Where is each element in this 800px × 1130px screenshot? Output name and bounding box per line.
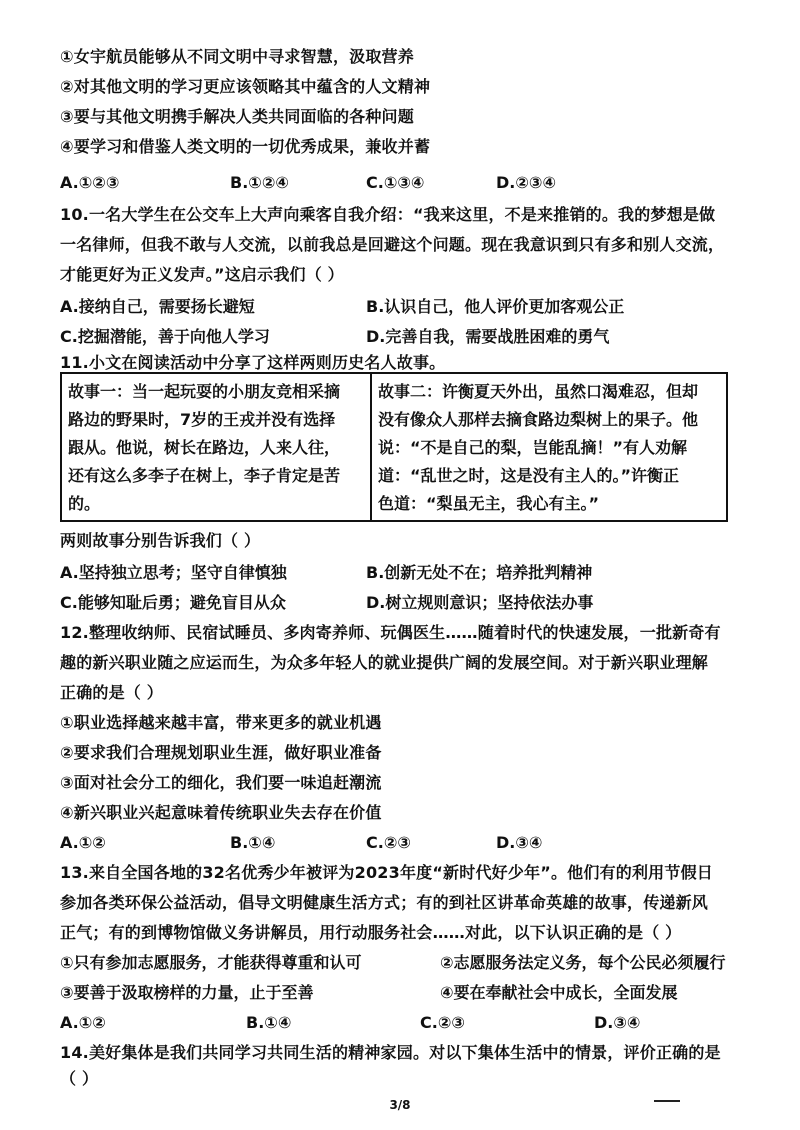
q13-stem-line-3: 正气；有的到博物馆做义务讲解员，用行动服务社会……对此，以下认识正确的是（ ） (60, 923, 682, 942)
story-one-line: 的。 (68, 494, 101, 513)
q9-item-1: ①女宇航员能够从不同文明中寻求智慧，汲取营养 (60, 47, 414, 66)
q13-item-2: ②志愿服务法定义务，每个公民必须履行 (440, 953, 726, 972)
footer-dash (654, 1100, 680, 1102)
q11-ask: 两则故事分别告诉我们（ ） (60, 531, 261, 550)
story-two-line: 色道：“梨虽无主，我心有主。” (378, 494, 600, 513)
q13-item-1: ①只有参加志愿服务，才能获得尊重和认可 (60, 953, 362, 972)
q12-stem-line-3: 正确的是（ ） (60, 683, 163, 702)
story-two-line: 道：“乱世之时，这是没有主人的。”许衡正 (378, 466, 680, 485)
story-two-cell (372, 374, 726, 520)
q12-stem-line-2: 趣的新兴职业随之应运而生，为众多年轻人的就业提供广阔的发展空间。对于新兴职业理解 (60, 653, 709, 672)
story-two-line: 没有像众人那样去摘食路边梨树上的果子。他 (378, 410, 699, 429)
q12-item-4: ④新兴职业兴起意味着传统职业失去存在价值 (60, 803, 382, 822)
q13-stem-line-2: 参加各类环保公益活动，倡导文明健康生活方式；有的到社区讲革命英雄的故事，传递新风 (60, 893, 709, 912)
q12-option-c: C.②③ (366, 833, 411, 852)
q13-option-a: A.①② (60, 1013, 106, 1032)
q9-item-3: ③要与其他文明携手解决人类共同面临的各种问题 (60, 107, 414, 126)
q9-option-c: C.①③④ (366, 173, 425, 192)
q11-stem: 11.小文在阅读活动中分享了这样两则历史名人故事。 (60, 353, 446, 372)
q9-option-a: A.①②③ (60, 173, 120, 192)
q11-option-c: C.能够知耻后勇；避免盲目从众 (60, 593, 286, 612)
q14-stem-line-1: 14.美好集体是我们共同学习共同生活的精神家园。对以下集体生活中的情景，评价正确的是 (60, 1043, 721, 1062)
q10-option-c: C.挖掘潜能，善于向他人学习 (60, 327, 270, 346)
q11-story-table (60, 372, 728, 522)
story-one-line: 跟从。他说，树长在路边，人来人往， (68, 438, 341, 457)
q12-item-1: ①职业选择越来越丰富，带来更多的就业机遇 (60, 713, 382, 732)
q10-stem-line-2: 一名律师，但我不敢与人交流，以前我总是回避这个问题。现在我意识到只有多和别人交流， (60, 235, 725, 254)
q11-option-b: B.创新无处不在；培养批判精神 (366, 563, 593, 582)
q10-stem-line-1: 10.一名大学生在公交车上大声向乘客自我介绍：“我来这里，不是来推销的。我的梦想是做 (60, 205, 716, 224)
q12-option-a: A.①② (60, 833, 106, 852)
q11-option-d: D.树立规则意识；坚持依法办事 (366, 593, 594, 612)
story-one-line: 路边的野果时，7岁的王戎并没有选择 (68, 410, 336, 429)
story-one-line: 故事一：当一起玩耍的小朋友竞相采摘 (68, 382, 341, 401)
q12-item-2: ②要求我们合理规划职业生涯，做好职业准备 (60, 743, 382, 762)
q9-option-b: B.①②④ (230, 173, 289, 192)
q12-item-3: ③面对社会分工的细化，我们要一味追赶潮流 (60, 773, 382, 792)
q9-item-2: ②对其他文明的学习更应该领略其中蕴含的人文精神 (60, 77, 431, 96)
story-one-line: 还有这么多李子在树上，李子肯定是苦 (68, 466, 341, 485)
q12-option-b: B.①④ (230, 833, 276, 852)
q10-stem-line-3: 才能更好为正义发声。”这启示我们（ ） (60, 265, 344, 284)
q13-option-c: C.②③ (420, 1013, 465, 1032)
story-two-line: 故事二：许衡夏天外出，虽然口渴难忍，但却 (378, 382, 699, 401)
q12-option-d: D.③④ (496, 833, 543, 852)
q9-item-4: ④要学习和借鉴人类文明的一切优秀成果，兼收并蓄 (60, 137, 431, 156)
q12-stem-line-1: 12.整理收纳师、民宿试睡员、多肉寄养师、玩偶医生……随着时代的快速发展，一批新奇有 (60, 623, 721, 642)
q9-option-d: D.②③④ (496, 173, 556, 192)
q10-option-b: B.认识自己，他人评价更加客观公正 (366, 297, 625, 316)
story-two-line: 说：“不是自己的梨，岂能乱摘！”有人劝解 (378, 438, 688, 457)
q10-option-a: A.接纳自己，需要扬长避短 (60, 297, 255, 316)
story-one-cell (62, 374, 372, 520)
q13-item-3: ③要善于汲取榜样的力量，止于至善 (60, 983, 314, 1002)
q13-stem-line-1: 13.来自全国各地的32名优秀少年被评为2023年度“新时代好少年”。他们有的利用节假日 (60, 863, 713, 882)
q13-option-d: D.③④ (594, 1013, 641, 1032)
q13-item-4: ④要在奉献社会中成长，全面发展 (440, 983, 678, 1002)
q13-option-b: B.①④ (246, 1013, 292, 1032)
page-number: 3/8 (389, 1098, 411, 1112)
q10-option-d: D.完善自我，需要战胜困难的勇气 (366, 327, 610, 346)
q11-option-a: A.坚持独立思考；坚守自律慎独 (60, 563, 287, 582)
q14-stem-line-2: （ ） (60, 1069, 99, 1088)
